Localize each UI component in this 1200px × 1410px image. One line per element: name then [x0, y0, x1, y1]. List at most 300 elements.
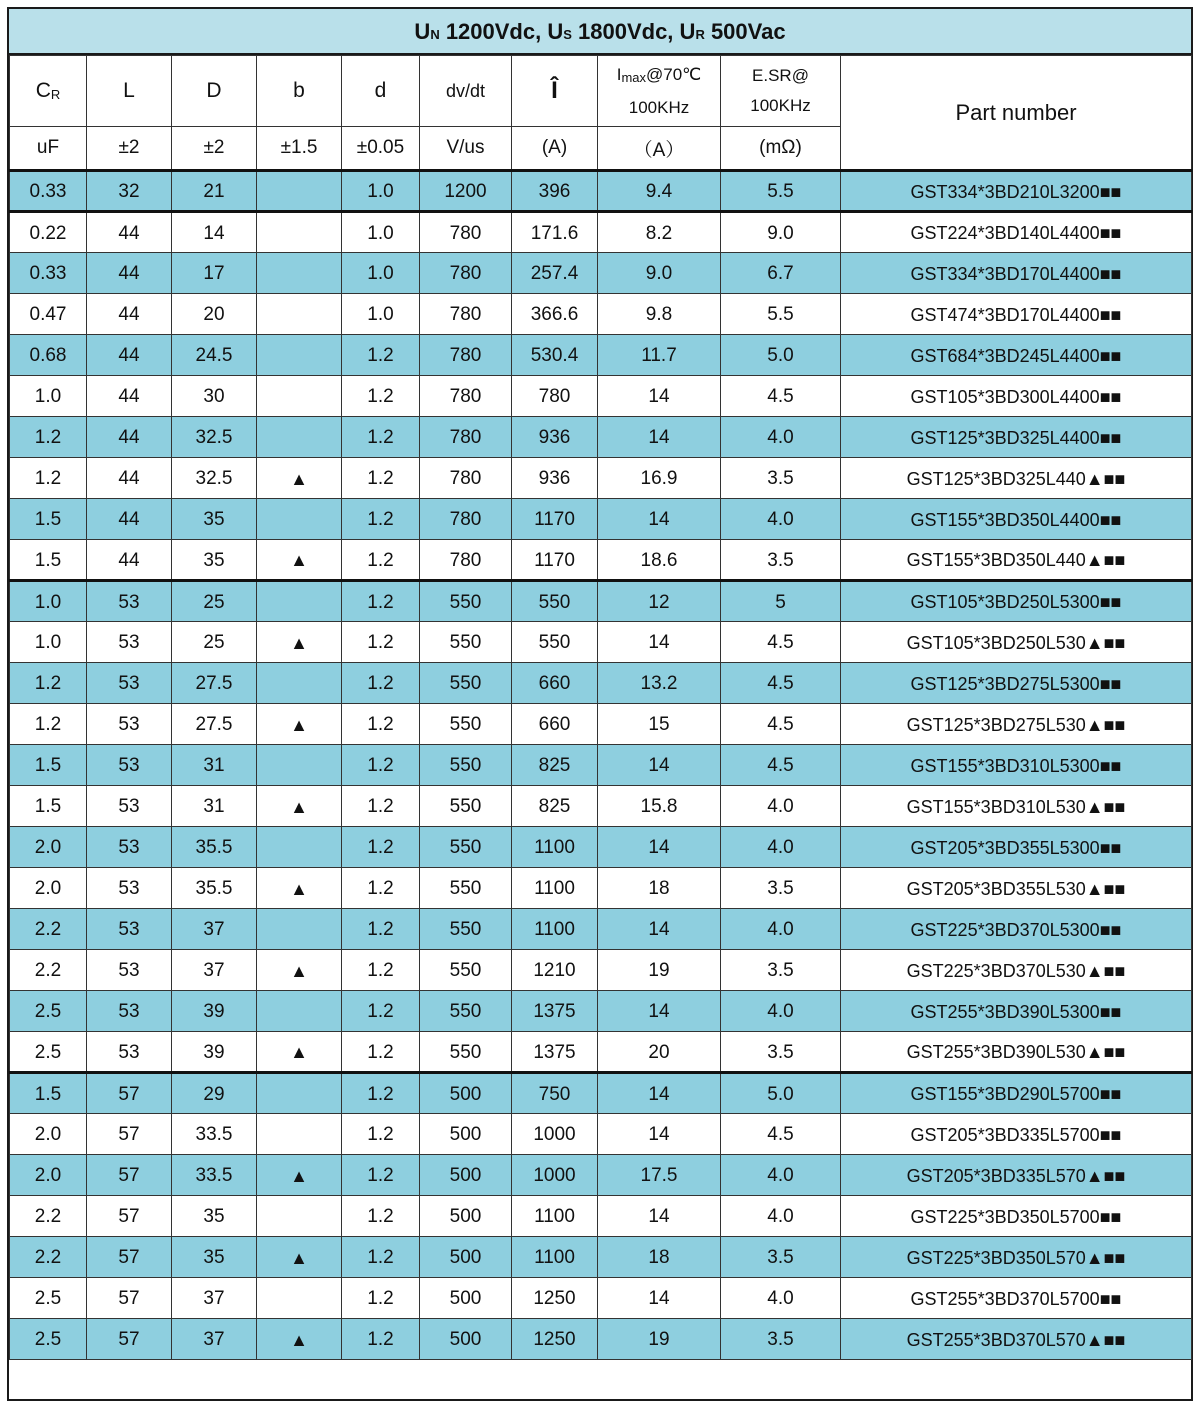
cell-dvdt: 780 [420, 335, 512, 376]
cell-cr: 1.5 [10, 499, 87, 540]
cell-ipeak: 1250 [512, 1319, 598, 1360]
cell-dvdt: 780 [420, 376, 512, 417]
cell-esr: 5.5 [721, 171, 841, 212]
cell-l: 44 [87, 376, 172, 417]
cell-b: ▲ [257, 1319, 342, 1360]
un-value: 1200Vdc, [439, 19, 548, 44]
cell-dvdt: 780 [420, 417, 512, 458]
cell-lead-d: 1.2 [342, 704, 420, 745]
cell-dvdt: 500 [420, 1196, 512, 1237]
cell-part-number: GST225*3BD370L5300■■ [841, 909, 1192, 950]
cell-dvdt: 550 [420, 786, 512, 827]
cell-imax: 14 [598, 991, 721, 1032]
cell-cr: 2.5 [10, 991, 87, 1032]
cell-l: 44 [87, 335, 172, 376]
cell-b [257, 827, 342, 868]
unit-cell: (mΩ) [721, 127, 841, 171]
cell-cr: 2.0 [10, 1114, 87, 1155]
cell-imax: 14 [598, 499, 721, 540]
table-row [10, 950, 1192, 991]
cell-l: 57 [87, 1155, 172, 1196]
cell-ipeak: 530.4 [512, 335, 598, 376]
cell-ipeak: 1210 [512, 950, 598, 991]
cell-d: 27.5 [172, 704, 257, 745]
table-row [10, 171, 1192, 212]
cell-l: 53 [87, 581, 172, 622]
cell-d: 31 [172, 786, 257, 827]
cell-l: 53 [87, 950, 172, 991]
cell-d: 32.5 [172, 458, 257, 499]
cell-b [257, 745, 342, 786]
cell-lead-d: 1.2 [342, 868, 420, 909]
cell-l: 53 [87, 909, 172, 950]
unit-cell: ±2 [172, 127, 257, 171]
table-row [10, 704, 1192, 745]
cell-part-number: GST205*3BD355L5300■■ [841, 827, 1192, 868]
cell-dvdt: 500 [420, 1073, 512, 1114]
cell-d: 37 [172, 909, 257, 950]
cell-lead-d: 1.2 [342, 622, 420, 663]
cell-ipeak: 366.6 [512, 294, 598, 335]
cell-lead-d: 1.2 [342, 827, 420, 868]
cell-lead-d: 1.0 [342, 171, 420, 212]
table-row [10, 540, 1192, 581]
table-row [10, 253, 1192, 294]
cell-d: 30 [172, 376, 257, 417]
unit-cell: ±0.05 [342, 127, 420, 171]
cell-dvdt: 500 [420, 1114, 512, 1155]
cell-cr: 2.5 [10, 1319, 87, 1360]
cell-dvdt: 780 [420, 499, 512, 540]
cell-dvdt: 500 [420, 1155, 512, 1196]
cell-lead-d: 1.0 [342, 253, 420, 294]
cell-ipeak: 660 [512, 704, 598, 745]
table-row [10, 417, 1192, 458]
cell-esr: 4.5 [721, 622, 841, 663]
cell-part-number: GST125*3BD325L440▲■■ [841, 458, 1192, 499]
cell-ipeak: 1170 [512, 499, 598, 540]
cell-b: ▲ [257, 950, 342, 991]
cell-imax: 14 [598, 376, 721, 417]
cell-cr: 0.22 [10, 212, 87, 253]
unit-cell: V/us [420, 127, 512, 171]
cell-cr: 1.2 [10, 458, 87, 499]
cell-dvdt: 550 [420, 622, 512, 663]
unit-cell: （A） [598, 127, 721, 171]
cell-imax: 17.5 [598, 1155, 721, 1196]
cell-part-number: GST225*3BD350L570▲■■ [841, 1237, 1192, 1278]
cell-esr: 3.5 [721, 458, 841, 499]
cell-cr: 2.2 [10, 1196, 87, 1237]
cell-part-number: GST205*3BD355L530▲■■ [841, 868, 1192, 909]
cell-d: 33.5 [172, 1114, 257, 1155]
cell-imax: 14 [598, 909, 721, 950]
cell-l: 53 [87, 704, 172, 745]
header-d-lead: d [342, 56, 420, 127]
header-l: L [87, 56, 172, 127]
header-d-diameter: D [172, 56, 257, 127]
cell-d: 35 [172, 499, 257, 540]
cell-esr: 4.5 [721, 663, 841, 704]
unit-cell: (A) [512, 127, 598, 171]
us-value: 1800Vdc, [571, 19, 680, 44]
cell-dvdt: 500 [420, 1278, 512, 1319]
cell-esr: 3.5 [721, 1237, 841, 1278]
table-row [10, 294, 1192, 335]
cell-dvdt: 550 [420, 663, 512, 704]
cell-dvdt: 780 [420, 540, 512, 581]
header-esr: E.SR@ 100KHz [721, 56, 841, 127]
cell-ipeak: 750 [512, 1073, 598, 1114]
table-row [10, 622, 1192, 663]
cell-imax: 18 [598, 1237, 721, 1278]
cell-imax: 12 [598, 581, 721, 622]
cell-imax: 19 [598, 1319, 721, 1360]
cell-esr: 5.0 [721, 1073, 841, 1114]
cell-b [257, 499, 342, 540]
table-row [10, 1032, 1192, 1073]
cell-lead-d: 1.2 [342, 581, 420, 622]
cell-lead-d: 1.2 [342, 1032, 420, 1073]
cell-cr: 0.68 [10, 335, 87, 376]
table-row [10, 745, 1192, 786]
cell-part-number: GST474*3BD170L4400■■ [841, 294, 1192, 335]
cell-dvdt: 550 [420, 950, 512, 991]
cell-lead-d: 1.2 [342, 909, 420, 950]
cell-dvdt: 780 [420, 212, 512, 253]
cell-l: 44 [87, 540, 172, 581]
table-row [10, 827, 1192, 868]
cell-ipeak: 660 [512, 663, 598, 704]
cell-imax: 15 [598, 704, 721, 745]
cell-cr: 2.0 [10, 1155, 87, 1196]
cell-lead-d: 1.0 [342, 212, 420, 253]
cell-ipeak: 1375 [512, 1032, 598, 1073]
cell-l: 53 [87, 786, 172, 827]
table-row [10, 212, 1192, 253]
table-row [10, 335, 1192, 376]
cell-dvdt: 550 [420, 827, 512, 868]
table-row [10, 1114, 1192, 1155]
cell-b: ▲ [257, 1032, 342, 1073]
cell-part-number: GST155*3BD310L5300■■ [841, 745, 1192, 786]
cell-d: 20 [172, 294, 257, 335]
ur-symbol: U [679, 19, 696, 44]
cell-imax: 14 [598, 622, 721, 663]
cell-ipeak: 1000 [512, 1114, 598, 1155]
cell-imax: 9.0 [598, 253, 721, 294]
cell-lead-d: 1.2 [342, 417, 420, 458]
cell-part-number: GST155*3BD310L530▲■■ [841, 786, 1192, 827]
cell-ipeak: 1100 [512, 827, 598, 868]
cell-lead-d: 1.2 [342, 745, 420, 786]
cell-dvdt: 550 [420, 991, 512, 1032]
unit-cell: ±1.5 [257, 127, 342, 171]
cell-part-number: GST255*3BD370L570▲■■ [841, 1319, 1192, 1360]
cell-cr: 0.33 [10, 171, 87, 212]
cell-dvdt: 780 [420, 253, 512, 294]
cell-imax: 15.8 [598, 786, 721, 827]
cell-b [257, 1278, 342, 1319]
cell-imax: 20 [598, 1032, 721, 1073]
table-row [10, 991, 1192, 1032]
cell-l: 53 [87, 991, 172, 1032]
header-part-number: Part number [841, 56, 1192, 171]
cell-d: 39 [172, 1032, 257, 1073]
cell-d: 31 [172, 745, 257, 786]
cell-d: 25 [172, 622, 257, 663]
cell-esr: 9.0 [721, 212, 841, 253]
unit-cell: uF [10, 127, 87, 171]
cell-l: 44 [87, 458, 172, 499]
cell-cr: 0.47 [10, 294, 87, 335]
cell-part-number: GST224*3BD140L4400■■ [841, 212, 1192, 253]
cell-esr: 4.5 [721, 745, 841, 786]
cell-cr: 2.2 [10, 950, 87, 991]
cell-esr: 4.5 [721, 704, 841, 745]
cell-cr: 1.0 [10, 622, 87, 663]
cell-esr: 4.0 [721, 499, 841, 540]
cell-part-number: GST155*3BD290L5700■■ [841, 1073, 1192, 1114]
cell-imax: 14 [598, 417, 721, 458]
cell-l: 53 [87, 622, 172, 663]
cell-imax: 11.7 [598, 335, 721, 376]
table-row [10, 909, 1192, 950]
cell-ipeak: 780 [512, 376, 598, 417]
cell-cr: 2.2 [10, 909, 87, 950]
cell-l: 53 [87, 868, 172, 909]
cell-d: 24.5 [172, 335, 257, 376]
cell-b [257, 991, 342, 1032]
cell-cr: 0.33 [10, 253, 87, 294]
cell-cr: 2.0 [10, 868, 87, 909]
cell-imax: 14 [598, 745, 721, 786]
cell-ipeak: 171.6 [512, 212, 598, 253]
cell-part-number: GST105*3BD300L4400■■ [841, 376, 1192, 417]
cell-part-number: GST125*3BD275L530▲■■ [841, 704, 1192, 745]
cell-ipeak: 825 [512, 786, 598, 827]
cell-d: 37 [172, 950, 257, 991]
cell-lead-d: 1.2 [342, 1114, 420, 1155]
cell-esr: 4.0 [721, 786, 841, 827]
cell-imax: 9.8 [598, 294, 721, 335]
ur-value: 500Vac [704, 19, 786, 44]
cell-lead-d: 1.2 [342, 458, 420, 499]
cell-cr: 2.2 [10, 1237, 87, 1278]
cell-part-number: GST334*3BD210L3200■■ [841, 171, 1192, 212]
cell-ipeak: 1100 [512, 1196, 598, 1237]
cell-l: 44 [87, 499, 172, 540]
cell-lead-d: 1.2 [342, 1278, 420, 1319]
cell-b [257, 335, 342, 376]
cell-part-number: GST155*3BD350L440▲■■ [841, 540, 1192, 581]
cell-imax: 14 [598, 1196, 721, 1237]
cell-ipeak: 1100 [512, 909, 598, 950]
table-row [10, 786, 1192, 827]
cell-imax: 18 [598, 868, 721, 909]
us-symbol: U [547, 19, 564, 44]
cell-l: 44 [87, 253, 172, 294]
table-row [10, 1237, 1192, 1278]
cell-esr: 4.0 [721, 827, 841, 868]
cell-esr: 4.0 [721, 909, 841, 950]
cell-l: 44 [87, 212, 172, 253]
cell-cr: 1.5 [10, 745, 87, 786]
cell-esr: 5.5 [721, 294, 841, 335]
cell-d: 37 [172, 1319, 257, 1360]
cell-l: 53 [87, 663, 172, 704]
cell-part-number: GST125*3BD275L5300■■ [841, 663, 1192, 704]
cell-cr: 1.2 [10, 663, 87, 704]
cell-esr: 3.5 [721, 868, 841, 909]
header-imax: $I_{max}@70℃$ 100KHz [598, 56, 721, 127]
cell-lead-d: 1.2 [342, 335, 420, 376]
header-ipeak: Î [512, 56, 598, 127]
cell-b [257, 171, 342, 212]
cell-dvdt: 550 [420, 909, 512, 950]
cell-dvdt: 550 [420, 868, 512, 909]
cell-dvdt: 780 [420, 294, 512, 335]
cell-b: ▲ [257, 704, 342, 745]
un-subscript: N [430, 27, 440, 42]
cell-cr: 2.5 [10, 1278, 87, 1319]
cell-ipeak: 1000 [512, 1155, 598, 1196]
cell-esr: 4.0 [721, 1155, 841, 1196]
cell-imax: 8.2 [598, 212, 721, 253]
cell-l: 57 [87, 1237, 172, 1278]
cell-part-number: GST225*3BD370L530▲■■ [841, 950, 1192, 991]
table-row [10, 1155, 1192, 1196]
cell-part-number: GST105*3BD250L530▲■■ [841, 622, 1192, 663]
header-cr: $C_R$ [10, 56, 87, 127]
cell-cr: 1.0 [10, 581, 87, 622]
cell-cr: 1.5 [10, 786, 87, 827]
cell-d: 35 [172, 540, 257, 581]
cell-part-number: GST255*3BD390L5300■■ [841, 991, 1192, 1032]
cell-ipeak: 1250 [512, 1278, 598, 1319]
cell-lead-d: 1.2 [342, 1319, 420, 1360]
cell-part-number: GST125*3BD325L4400■■ [841, 417, 1192, 458]
cell-l: 53 [87, 827, 172, 868]
table-row [10, 376, 1192, 417]
cell-l: 53 [87, 745, 172, 786]
cell-part-number: GST225*3BD350L5700■■ [841, 1196, 1192, 1237]
unit-cell: ±2 [87, 127, 172, 171]
cell-b [257, 1196, 342, 1237]
cell-b [257, 294, 342, 335]
cell-l: 44 [87, 417, 172, 458]
cell-d: 27.5 [172, 663, 257, 704]
cell-l: 32 [87, 171, 172, 212]
cell-imax: 13.2 [598, 663, 721, 704]
cell-dvdt: 550 [420, 745, 512, 786]
cell-esr: 5 [721, 581, 841, 622]
cell-part-number: GST105*3BD250L5300■■ [841, 581, 1192, 622]
cell-l: 53 [87, 1032, 172, 1073]
cell-imax: 14 [598, 1278, 721, 1319]
cell-part-number: GST205*3BD335L570▲■■ [841, 1155, 1192, 1196]
cell-lead-d: 1.2 [342, 786, 420, 827]
cell-imax: 16.9 [598, 458, 721, 499]
cell-b [257, 909, 342, 950]
cell-lead-d: 1.2 [342, 540, 420, 581]
cell-d: 32.5 [172, 417, 257, 458]
cell-esr: 3.5 [721, 540, 841, 581]
cell-b [257, 663, 342, 704]
cell-l: 57 [87, 1073, 172, 1114]
cell-b: ▲ [257, 1237, 342, 1278]
cell-cr: 1.0 [10, 376, 87, 417]
cell-d: 39 [172, 991, 257, 1032]
table-row [10, 1073, 1192, 1114]
cell-d: 21 [172, 171, 257, 212]
cell-dvdt: 550 [420, 1032, 512, 1073]
cell-esr: 4.5 [721, 376, 841, 417]
cell-lead-d: 1.2 [342, 376, 420, 417]
cell-imax: 14 [598, 827, 721, 868]
cell-d: 33.5 [172, 1155, 257, 1196]
cell-b: ▲ [257, 622, 342, 663]
cell-cr: 1.2 [10, 417, 87, 458]
cell-dvdt: 550 [420, 581, 512, 622]
cell-d: 17 [172, 253, 257, 294]
table-row [10, 868, 1192, 909]
cell-esr: 4.0 [721, 417, 841, 458]
cell-ipeak: 550 [512, 622, 598, 663]
cell-d: 35.5 [172, 868, 257, 909]
cell-cr: 1.2 [10, 704, 87, 745]
cell-d: 35.5 [172, 827, 257, 868]
cell-part-number: GST255*3BD390L530▲■■ [841, 1032, 1192, 1073]
cell-part-number: GST255*3BD370L5700■■ [841, 1278, 1192, 1319]
cell-d: 35 [172, 1237, 257, 1278]
cell-ipeak: 396 [512, 171, 598, 212]
cell-b [257, 581, 342, 622]
cell-dvdt: 780 [420, 458, 512, 499]
cell-lead-d: 1.2 [342, 1155, 420, 1196]
cell-l: 44 [87, 294, 172, 335]
cell-lead-d: 1.0 [342, 294, 420, 335]
header-dvdt: dv/dt [420, 56, 512, 127]
cell-cr: 2.0 [10, 827, 87, 868]
cell-b [257, 212, 342, 253]
cell-b [257, 253, 342, 294]
cell-cr: 2.5 [10, 1032, 87, 1073]
cell-dvdt: 500 [420, 1237, 512, 1278]
cell-ipeak: 825 [512, 745, 598, 786]
capacitor-spec-table [9, 55, 1192, 1360]
cell-esr: 6.7 [721, 253, 841, 294]
cell-lead-d: 1.2 [342, 950, 420, 991]
cell-d: 14 [172, 212, 257, 253]
cell-lead-d: 1.2 [342, 663, 420, 704]
cell-l: 57 [87, 1196, 172, 1237]
table-row [10, 458, 1192, 499]
us-subscript: S [563, 27, 572, 42]
cell-ipeak: 257.4 [512, 253, 598, 294]
cell-lead-d: 1.2 [342, 1237, 420, 1278]
cell-b [257, 1114, 342, 1155]
cell-part-number: GST205*3BD335L5700■■ [841, 1114, 1192, 1155]
voltage-title [9, 9, 1191, 55]
cell-ipeak: 936 [512, 458, 598, 499]
cell-esr: 3.5 [721, 1319, 841, 1360]
cell-imax: 9.4 [598, 171, 721, 212]
cell-imax: 19 [598, 950, 721, 991]
cell-lead-d: 1.2 [342, 1073, 420, 1114]
cell-l: 57 [87, 1278, 172, 1319]
cell-d: 37 [172, 1278, 257, 1319]
